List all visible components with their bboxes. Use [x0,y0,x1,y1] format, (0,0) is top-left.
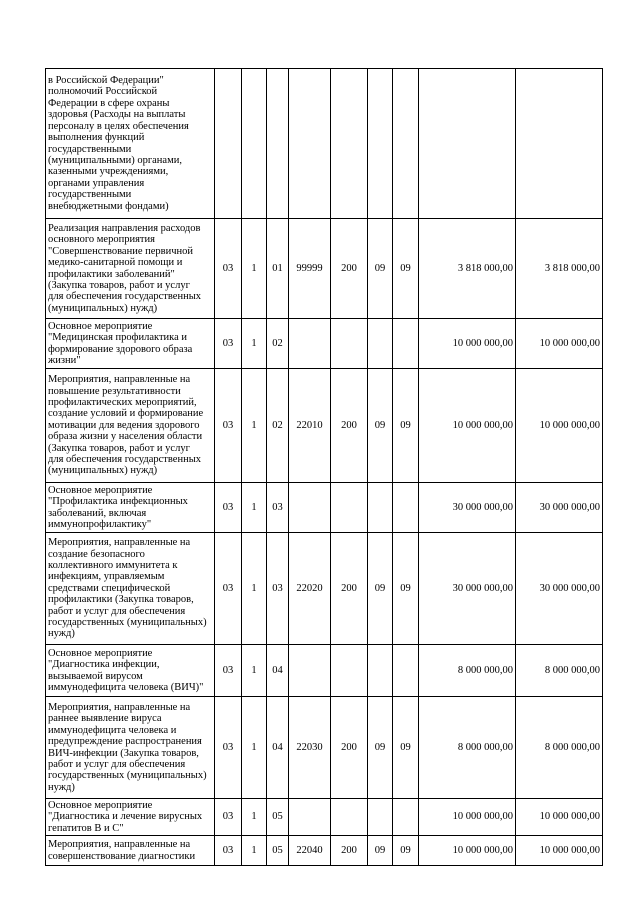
code-subsection [393,799,419,836]
code-subsection [393,483,419,533]
amount-second [516,69,603,219]
amount-second: 8 000 000,00 [516,697,603,799]
code-section: 09 [368,533,393,645]
code-event: 01 [267,219,289,319]
code-section [368,645,393,697]
code-subprogram: 1 [242,533,267,645]
code-event: 04 [267,697,289,799]
code-subsection [393,319,419,369]
amount-first: 10 000 000,00 [419,799,516,836]
amount-second: 10 000 000,00 [516,836,603,866]
amount-first [419,69,516,219]
code-expense-type [331,645,368,697]
code-subsection: 09 [393,533,419,645]
row-name: Мероприятия, направленные на повышение результативности профилактических мероприятий, создание условий и формирование мотивации для ведения здорового образа жизни у населения области (Закупка товаров, работ и услуг для обеспечения государственных (муниципальных) нужд) [46,369,215,483]
code-program: 03 [215,369,242,483]
row-name: Основное мероприятие "Диагностика и лечение вирусных гепатитов В и С" [46,799,215,836]
code-event: 03 [267,533,289,645]
amount-second: 8 000 000,00 [516,645,603,697]
table-row [46,69,603,219]
code-event: 03 [267,483,289,533]
row-name: Основное мероприятие "Профилактика инфекционных заболеваний, включая иммунопрофилактику" [46,483,215,533]
code-expense-type [331,799,368,836]
code-direction: 22010 [289,369,331,483]
code-program: 03 [215,836,242,866]
code-event [267,69,289,219]
amount-first: 8 000 000,00 [419,645,516,697]
code-section [368,799,393,836]
code-program [215,69,242,219]
code-direction: 99999 [289,219,331,319]
code-direction [289,483,331,533]
code-subprogram: 1 [242,645,267,697]
row-name: Мероприятия, направленные на раннее выявление вируса иммунодефицита человека и предупреждение распространения ВИЧ-инфекции (Закупка товаров, работ и услуг для обеспечения государственных (муниципальных) нужд) [46,697,215,799]
code-subprogram: 1 [242,319,267,369]
amount-first: 30 000 000,00 [419,533,516,645]
amount-second: 10 000 000,00 [516,319,603,369]
amount-second: 3 818 000,00 [516,219,603,319]
amount-first: 3 818 000,00 [419,219,516,319]
code-program: 03 [215,697,242,799]
code-program: 03 [215,319,242,369]
amount-first: 10 000 000,00 [419,836,516,866]
amount-second: 30 000 000,00 [516,483,603,533]
table-row [46,219,603,319]
code-event: 05 [267,836,289,866]
table-row [46,533,603,645]
row-name: в Российской Федерации" полномочий Российской Федерации в сфере охраны здоровья (Расходы на выплаты персоналу в целях обеспечения выполнения функций государственными (муниципальными) органами, казенными учреждениями, органами управления государственными внебюджетными фондами) [46,69,215,219]
amount-second: 10 000 000,00 [516,369,603,483]
code-direction: 22020 [289,533,331,645]
code-event: 05 [267,799,289,836]
code-direction: 22030 [289,697,331,799]
amount-first: 30 000 000,00 [419,483,516,533]
code-program: 03 [215,645,242,697]
row-name: Мероприятия, направленные на создание безопасного коллективного иммунитета к инфекциям, управляемым средствами специфической профилактики (Закупка товаров, работ и услуг для обеспечения государственных (муниципальных) нужд) [46,533,215,645]
code-section: 09 [368,836,393,866]
code-subsection: 09 [393,369,419,483]
code-expense-type: 200 [331,369,368,483]
code-expense-type: 200 [331,836,368,866]
code-section: 09 [368,219,393,319]
code-direction [289,69,331,219]
code-subsection [393,645,419,697]
code-section: 09 [368,369,393,483]
code-direction: 22040 [289,836,331,866]
code-expense-type [331,319,368,369]
table-row [46,697,603,799]
row-name: Основное мероприятие "Медицинская профилактика и формирование здорового образа жизни" [46,319,215,369]
table-row [46,836,603,866]
amount-second: 30 000 000,00 [516,533,603,645]
code-subprogram: 1 [242,697,267,799]
code-expense-type [331,69,368,219]
table-row [46,369,603,483]
code-program: 03 [215,799,242,836]
row-name: Мероприятия, направленные на совершенствование диагностики [46,836,215,866]
code-direction [289,799,331,836]
code-direction [289,645,331,697]
code-expense-type [331,483,368,533]
amount-first: 10 000 000,00 [419,319,516,369]
code-direction [289,319,331,369]
code-program: 03 [215,219,242,319]
code-subsection: 09 [393,836,419,866]
code-section [368,319,393,369]
budget-table [45,68,603,866]
code-subprogram: 1 [242,799,267,836]
code-section: 09 [368,697,393,799]
code-section [368,483,393,533]
code-program: 03 [215,533,242,645]
code-subsection: 09 [393,219,419,319]
table-row [46,483,603,533]
amount-first: 10 000 000,00 [419,369,516,483]
code-subsection [393,69,419,219]
code-event: 02 [267,369,289,483]
code-subsection: 09 [393,697,419,799]
code-subprogram: 1 [242,219,267,319]
code-subprogram: 1 [242,483,267,533]
row-name: Основное мероприятие "Диагностика инфекции, вызываемой вирусом иммунодефицита человека (ВИЧ)" [46,645,215,697]
code-subprogram [242,69,267,219]
code-event: 04 [267,645,289,697]
row-name: Реализация направления расходов основного мероприятия "Совершенствование первичной медико-санитарной помощи и профилактики заболеваний" (Закупка товаров, работ и услуг для обеспечения государственных (муниципальных) нужд) [46,219,215,319]
amount-second: 10 000 000,00 [516,799,603,836]
amount-first: 8 000 000,00 [419,697,516,799]
code-section [368,69,393,219]
table-row [46,645,603,697]
code-expense-type: 200 [331,533,368,645]
code-subprogram: 1 [242,836,267,866]
code-expense-type: 200 [331,219,368,319]
code-program: 03 [215,483,242,533]
code-event: 02 [267,319,289,369]
table-row [46,799,603,836]
code-subprogram: 1 [242,369,267,483]
table-row [46,319,603,369]
code-expense-type: 200 [331,697,368,799]
